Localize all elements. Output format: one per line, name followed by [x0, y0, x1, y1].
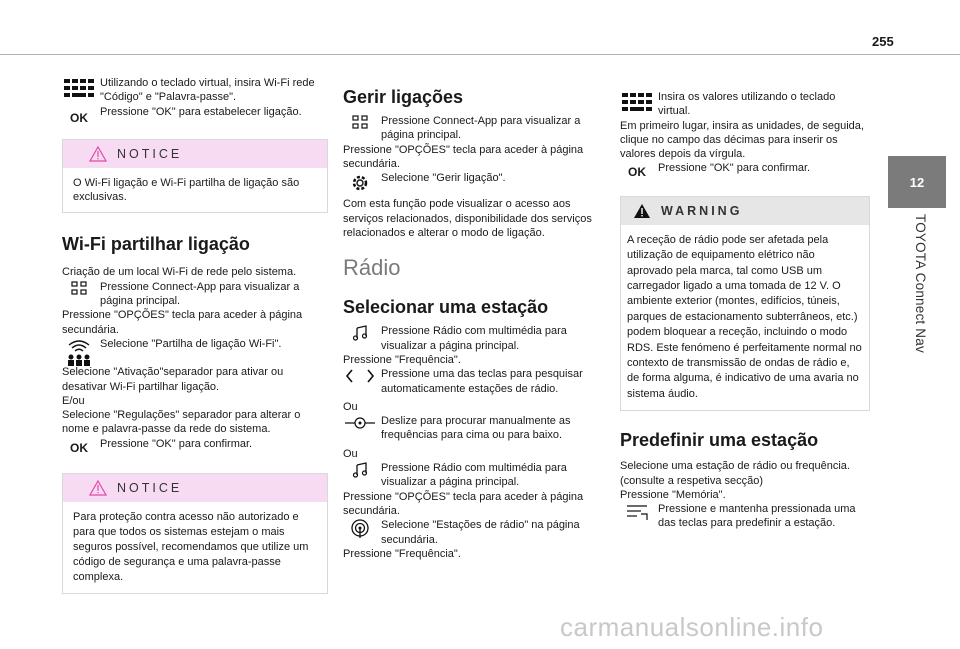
wifi-share-icon: [62, 338, 96, 372]
settings-step-text: Selecione "Regulações" separador para alterar o nome e palavra-passe da rede do sistema.: [62, 409, 301, 436]
warning-body: A receção de rádio pode ser afetada pela utilização de equipamento elétrico não aprovado pela marca, tal como USB um carregador ligado a uma tomada de 12 V. O ambiente exterior (montes, edifícios, túneis, parques de estacionamento subterrâneos, etc.) podem bloquear a receção, incluindo o modo RDS. Este fenómeno é perfeitamente normal no contexto de transmissão de ondas de rádio e, de forma alguma, é indicativo de uma avaria no sistema áudio.: [627, 233, 862, 400]
preset-memory-icon: [620, 503, 654, 525]
notice-header: [63, 140, 327, 168]
decimal-para: Em primeiro lugar, insira as unidades, de seguida, clique no campo das décimas para inserir os valores depois da vírgula.: [620, 119, 864, 161]
keyboard-step: [620, 90, 870, 119]
slider-icon: [343, 415, 377, 435]
notice-box-1: [62, 139, 328, 214]
chevron-left-right-icon: [343, 368, 377, 388]
share-step: [62, 337, 328, 351]
notice-header: [63, 474, 327, 502]
memory-step-text: Pressione "Memória".: [620, 488, 726, 501]
connect-app-step-text: Pressione Connect-App para visualizar a página principal.: [381, 115, 581, 142]
hold-step: [620, 502, 870, 531]
notice-box-2: [62, 473, 328, 594]
chapter-title-radio: Rádio: [343, 255, 401, 281]
keyboard-step-text: Utilizando o teclado virtual, insira Wi-Fi rede "Código" e "Palavra-passe".: [100, 77, 315, 104]
ok-icon: OK: [70, 440, 88, 455]
notice-body: O Wi-Fi ligação e Wi-Fi partilha de ligação são exclusivas.: [73, 176, 300, 204]
connect-app-step: [343, 114, 605, 143]
column-2: [343, 86, 605, 561]
share-step-text: Selecione "Partilha de ligação Wi-Fi".: [100, 337, 282, 350]
apps-grid-icon: [343, 115, 377, 133]
slide-step-text: Deslize para procurar manualmente as frequências para cima ou para baixo.: [381, 415, 571, 442]
warning-header: [621, 197, 869, 225]
options-step-text: Pressione "OPÇÕES" tecla para aceder à página secundária.: [62, 309, 303, 336]
gear-link-icon: [343, 172, 377, 198]
music-note-icon: [343, 325, 377, 345]
chapter-tab[interactable]: 12: [888, 156, 946, 208]
column-1: [62, 76, 328, 594]
warning-box: [620, 196, 870, 411]
hold-step-text: Pressione e mantenha pressionada uma das teclas para predefinir a estação.: [658, 503, 856, 530]
options-step-text: Pressione "OPÇÕES" tecla para aceder à página secundária.: [343, 490, 584, 517]
keyboard-icon: [620, 91, 654, 117]
or-text: Ou: [343, 400, 358, 413]
stations-step-text: Selecione "Estações de rádio" na página secundária.: [381, 519, 580, 546]
confirm-step-text: Pressione "OK" para confirmar.: [100, 437, 253, 450]
warning-triangle-icon: [633, 203, 651, 219]
ok-step: [620, 161, 870, 180]
section-title-select: Selecionar uma estação: [343, 297, 549, 318]
radio-step: [343, 461, 605, 490]
ok-step: [62, 105, 328, 125]
page-number: 255: [872, 34, 894, 49]
warning-title: WARNING: [661, 203, 743, 218]
or-text: Ou: [343, 447, 358, 460]
section-title-wifi: Wi-Fi partilhar ligação: [62, 234, 250, 255]
section-title-preset: Predefinir uma estação: [620, 430, 819, 451]
stations-step: [343, 518, 605, 547]
radio-step: [343, 324, 605, 353]
search-step: [343, 367, 605, 396]
or-text: E/ou: [62, 394, 85, 407]
top-rule: [0, 54, 960, 55]
freq-step-text: Pressione "Frequência".: [343, 547, 461, 560]
radio-step-text: Pressione Rádio com multimédia para visualizar a página principal.: [381, 462, 567, 489]
manage-step-text: Selecione "Gerir ligação".: [381, 172, 506, 185]
manage-step: [343, 171, 605, 185]
apps-grid-icon: [62, 281, 96, 299]
warning-triangle-icon: [89, 480, 107, 496]
notice-body: Para proteção contra acesso não autorizado e para que todos os sistemas estejam o mais seguros possível, recomendamos que utilize um código de segurança e uma palavra-passe complexa.: [73, 511, 309, 584]
connect-app-step: [62, 280, 328, 309]
ok-icon: OK: [70, 110, 88, 125]
watermark: carmanualsonline.info: [560, 612, 824, 642]
connect-app-step-text: Pressione Connect-App para visualizar a página principal.: [100, 280, 300, 308]
radio-antenna-icon: [343, 519, 377, 543]
radio-step-text: Pressione Rádio com multimédia para visualizar a página principal.: [381, 325, 567, 352]
ok-step-text: Pressione "OK" para estabelecer ligação.: [100, 105, 302, 118]
ok-step-text: Pressione "OK" para confirmar.: [658, 162, 811, 175]
chapter-title: TOYOTA Connect Nav: [913, 214, 928, 353]
keyboard-step-text: Insira os valores utilizando o teclado virtual.: [658, 91, 836, 118]
keyboard-icon: [62, 77, 96, 103]
keyboard-step: [62, 76, 328, 105]
ok-icon: OK: [628, 165, 646, 180]
slide-step: [343, 414, 605, 443]
options-step-text: Pressione "OPÇÕES" tecla para aceder à página secundária.: [343, 143, 584, 170]
music-note-icon: [343, 462, 377, 482]
warning-triangle-icon: [89, 146, 107, 162]
preset-para: Selecione uma estação de rádio ou frequência. (consulte a respetiva secção): [620, 460, 850, 487]
section-title-manage: Gerir ligações: [343, 87, 464, 107]
search-step-text: Pressione uma das teclas para pesquisar automaticamente estações de rádio.: [381, 368, 583, 395]
freq-step-text: Pressione "Frequência".: [343, 353, 461, 366]
intro-text: Criação de um local Wi-Fi de rede pelo sistema.: [62, 266, 297, 279]
manage-para: Com esta função pode visualizar o acesso aos serviços relacionados, disponibilidade dos serviços relacionados e alterar o modo de ligação.: [343, 198, 592, 240]
notice-title: NOTICE: [117, 480, 183, 495]
activate-step-text: Selecione "Ativação"separador para ativar ou desativar Wi-Fi partilhar ligação.: [62, 366, 284, 393]
notice-title: NOTICE: [117, 146, 183, 161]
column-3: [620, 90, 870, 531]
confirm-step: [62, 437, 328, 455]
